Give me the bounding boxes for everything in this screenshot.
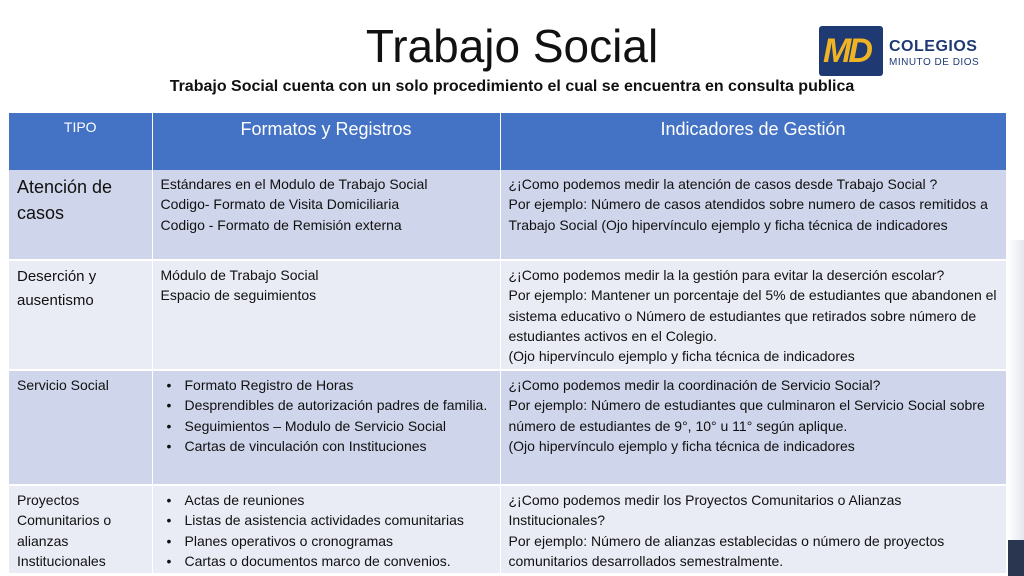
side-decoration xyxy=(1008,240,1024,576)
formato-line: Codigo - Formato de Remisión externa xyxy=(160,216,402,233)
formato-line: Codigo- Formato de Visita Domiciliaria xyxy=(160,196,400,213)
side-decoration-dark xyxy=(1008,540,1024,576)
header-tipo: TIPO xyxy=(9,113,152,170)
logo-mark-box xyxy=(819,26,883,76)
tipo-cell: Deserción y ausentismo xyxy=(9,260,152,370)
formatos-cell xyxy=(152,170,500,260)
table-row xyxy=(9,485,1006,574)
list-item: • Actas de reuniones xyxy=(177,490,492,510)
indicador-line: ¿¡Como podemos medir la atención de casos desde Trabajo Social ? xyxy=(508,176,938,192)
indicadores-cell xyxy=(500,170,1006,260)
indicador-line: Por ejemplo: Número de alianzas establecidas o número de proyectos comunitarios desarrollados semestralmente. xyxy=(508,532,945,569)
table-row xyxy=(9,370,1006,485)
colegios-minuto-de-dios-logo xyxy=(819,24,994,78)
indicador-line: Por ejemplo: Mantener un porcentaje del 5% de estudiantes que abandonen el sistema educativo o Número de estudiantes que retirados sobre número de estudiantes activos en el Colegio. xyxy=(508,287,997,344)
list-item: • Planes operativos o cronogramas xyxy=(177,531,492,551)
indicador-line: ¿¡Como podemos medir la la gestión para evitar la deserción escolar? xyxy=(508,267,945,283)
header-indicadores: Indicadores de Gestión xyxy=(500,113,1006,170)
indicador-line: (Ojo hipervínculo ejemplo y ficha técnica de indicadores xyxy=(508,348,855,365)
header-formatos: Formatos y Registros xyxy=(152,113,500,170)
page-title: Trabajo Social xyxy=(365,20,659,72)
table-header-row xyxy=(9,113,1006,170)
indicador-line: ¿¡Como podemos medir la coordinación de Servicio Social? xyxy=(508,377,881,393)
tipo-cell: Servicio Social xyxy=(9,370,152,485)
list-item: • Cartas de vinculación con Instituciones xyxy=(177,436,492,456)
table-row xyxy=(9,170,1006,260)
formatos-cell xyxy=(152,485,500,574)
list-item: • Listas de asistencia actividades comunitarias xyxy=(177,510,492,530)
indicadores-cell xyxy=(500,485,1006,574)
formatos-cell xyxy=(152,370,500,485)
list-item: • Desprendibles de autorización padres de familia. xyxy=(177,395,492,415)
formato-line: Espacio de seguimientos xyxy=(160,287,317,304)
tipo-cell: Proyectos Comunitarios o alianzas Institucionales xyxy=(9,485,152,574)
formatos-list xyxy=(161,490,492,571)
indicador-line: Por ejemplo: Número de casos atendidos sobre numero de casos remitidos a Trabajo Social (Ojo hipervínculo ejemplo y ficha técnica de indicadores xyxy=(508,196,988,233)
list-item: • Seguimientos – Modulo de Servicio Social xyxy=(177,416,492,436)
indicadores-cell xyxy=(500,260,1006,370)
logo-line-2: MINUTO DE DIOS xyxy=(889,57,980,68)
table-row xyxy=(9,260,1006,370)
indicadores-cell xyxy=(500,370,1006,485)
formato-line: Estándares en el Modulo de Trabajo Social xyxy=(160,176,428,192)
indicador-line: Por ejemplo: Número de estudiantes que culminaron el Servicio Social sobre número de estudiantes de 9°, 10° u 11° según aplique. xyxy=(508,397,985,434)
logo-mark-text: MD xyxy=(823,32,870,70)
list-item: • Formato Registro de Horas xyxy=(177,375,492,395)
logo-line-1: COLEGIOS xyxy=(889,38,978,55)
list-item: • Cartas o documentos marco de convenios. xyxy=(177,551,492,571)
page-subtitle: Trabajo Social cuenta con un solo procedimiento el cual se encuentra en consulta publica xyxy=(169,78,855,95)
indicador-line: (Ojo hipervínculo ejemplo y ficha técnica de indicadores xyxy=(508,437,855,454)
trabajo-social-table xyxy=(9,113,1007,575)
formatos-cell xyxy=(152,260,500,370)
indicador-line: ¿¡Como podemos medir los Proyectos Comunitarios o Alianzas Institucionales? xyxy=(508,492,902,529)
formatos-list xyxy=(161,375,492,456)
tipo-cell: Atención de casos xyxy=(9,170,152,260)
formato-line: Módulo de Trabajo Social xyxy=(160,267,319,283)
